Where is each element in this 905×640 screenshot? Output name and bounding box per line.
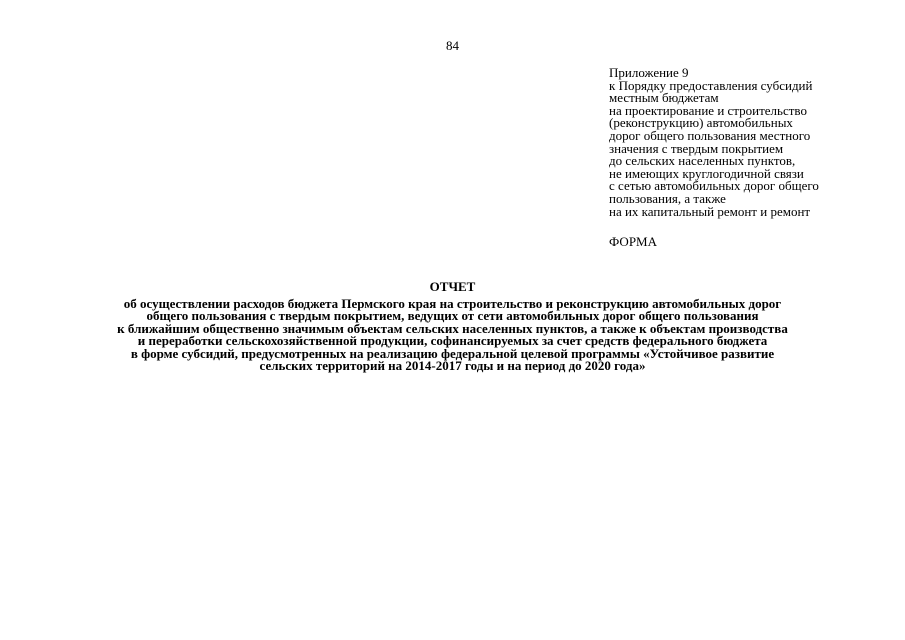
- subtitle-line: в форме субсидий, предусмотренных на реализацию федеральной целевой программы «Устойчивое развитие: [130, 345, 775, 361]
- appendix-line: с сетью автомобильных дорог общего: [609, 178, 819, 194]
- form-label: ФОРМА: [609, 234, 657, 249]
- appendix-line: к Порядку предоставления субсидий: [609, 77, 813, 93]
- subtitle-line: и переработки сельскохозяйственной продукции, софинансируемых за счет средств федерального бюджета: [137, 333, 768, 349]
- subtitle-line: общего пользования с твердым покрытием, ведущих от сети автомобильных дорог общего пользования: [146, 308, 759, 324]
- appendix-block: [609, 67, 899, 218]
- subtitle-line: к ближайшим общественно значимым объектам сельских населенных пунктов, а также к объектам производства: [117, 320, 788, 336]
- report-title: ОТЧЕТ: [429, 279, 476, 294]
- appendix-line: значения с твердым покрытием: [609, 140, 784, 156]
- appendix-line: местным бюджетам: [609, 90, 719, 106]
- report-subtitle: [0, 298, 905, 372]
- subtitle-line: об осуществлении расходов бюджета Пермского края на строительство и реконструкцию автомобильных дорог: [123, 296, 782, 311]
- appendix-line: на проектирование и строительство: [609, 102, 807, 118]
- page-number: 84: [446, 38, 459, 53]
- appendix-line: дорог общего пользования местного: [609, 127, 811, 143]
- appendix-line: Приложение 9: [609, 65, 689, 80]
- appendix-line: до сельских населенных пунктов,: [609, 153, 796, 169]
- appendix-line: на их капитальный ремонт и ремонт: [609, 203, 811, 219]
- appendix-line: не имеющих круглогодичной связи: [609, 165, 804, 181]
- appendix-line: пользования, а также: [609, 190, 726, 206]
- appendix-line: (реконструкцию) автомобильных: [609, 115, 793, 131]
- subtitle-line: сельских территорий на 2014-2017 годы и на период до 2020 года»: [259, 358, 646, 374]
